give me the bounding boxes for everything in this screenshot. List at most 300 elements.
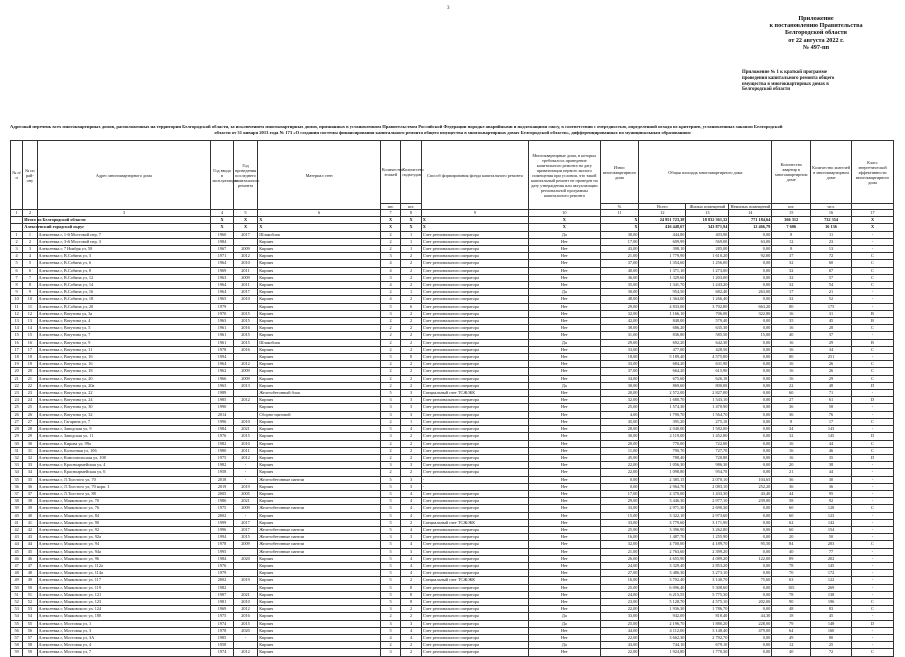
area-nonliving-label: Нежилых помещений	[730, 204, 771, 209]
table-cell: 104,65	[729, 476, 772, 483]
table-row	[11, 498, 894, 505]
table-cell: 59	[23, 649, 37, 656]
table-cell: 3	[380, 404, 400, 411]
table-cell: -	[233, 512, 258, 519]
table-cell: 26	[23, 411, 37, 418]
table-cell: 2	[401, 253, 421, 260]
table-cell: 40	[772, 548, 811, 555]
table-row	[11, 231, 894, 238]
table-cell: 16	[23, 339, 37, 346]
table-cell: 0,00	[729, 454, 772, 461]
table-cell: 63,00	[729, 238, 772, 245]
table-cell: Счет регионального оператора	[421, 505, 528, 512]
table-cell: 2021	[233, 498, 258, 505]
table-cell: 0,00	[729, 382, 772, 389]
table-cell: 3 702,80	[686, 303, 729, 310]
table-row	[11, 476, 894, 483]
table-cell: 27	[772, 397, 811, 404]
table-cell: 0,00	[729, 548, 772, 555]
table-cell: 2 119,00	[639, 433, 686, 440]
table-cell: 25	[23, 404, 37, 411]
table-cell: Алексеевка г, Маяковского ул, 180	[37, 613, 211, 620]
col-residents: Количество жителей в многоквартирном доме	[811, 141, 852, 204]
table-cell: Счет регионального оператора	[421, 253, 528, 260]
table-cell: 7	[380, 210, 400, 217]
table-cell: 21	[772, 469, 811, 476]
table-cell: 0,00	[729, 418, 772, 425]
table-cell: 23	[11, 390, 23, 397]
table-cell: 2011	[233, 447, 258, 454]
table-cell: 12	[772, 238, 811, 245]
col-address: Адрес многоквартирного дома	[37, 141, 211, 210]
table-cell: 34	[23, 469, 37, 476]
table-cell: 17	[851, 210, 893, 217]
table-cell: 2	[380, 238, 400, 245]
table-cell: 11,00	[600, 447, 639, 454]
table-cell: 3 273,10	[686, 570, 729, 577]
table-cell: 20	[11, 368, 23, 375]
table-row	[11, 397, 894, 404]
table-cell: 43,40	[729, 490, 772, 497]
table-cell: 1984	[211, 238, 233, 245]
table-row	[11, 505, 894, 512]
table-cell: 43,00	[600, 642, 639, 649]
appendix-block	[742, 70, 892, 93]
table-cell: 34	[772, 426, 811, 433]
table-row	[11, 526, 894, 533]
table-cell: 9	[421, 210, 528, 217]
table-row	[11, 454, 894, 461]
table-cell	[233, 238, 258, 245]
appendix-line4: Белгородской области	[742, 87, 791, 93]
table-cell: 1 341,70	[639, 282, 686, 289]
table-cell: 0,00	[729, 505, 772, 512]
table-cell: 1965	[211, 296, 233, 303]
table-cell: 4	[211, 210, 233, 217]
table-cell: Алексеевка г, Маяковского ул, 76	[37, 505, 211, 512]
table-cell: 2	[401, 606, 421, 613]
table-cell: 1985	[211, 634, 233, 641]
table-cell: 1967	[211, 246, 233, 253]
table-cell: 3	[380, 606, 400, 613]
table-cell: Нет	[529, 606, 601, 613]
table-cell: 0,00	[729, 390, 772, 397]
table-cell: 36,00	[600, 274, 639, 281]
table-cell: 1 243,20	[686, 282, 729, 289]
table-cell: 10	[23, 296, 37, 303]
approval-title: Приложение	[798, 15, 834, 22]
table-cell: -	[851, 483, 893, 490]
table-cell: 2010	[233, 418, 258, 425]
table-cell: 1 273,00	[686, 267, 729, 274]
table-row	[11, 375, 894, 382]
table-cell: Счет регионального оператора	[421, 591, 528, 598]
table-cell: 2	[380, 368, 400, 375]
table-cell: 48	[811, 382, 852, 389]
table-cell: C	[851, 253, 893, 260]
table-cell: 986,30	[686, 462, 729, 469]
table-cell: 684,20	[639, 361, 686, 368]
table-cell: 1964	[211, 361, 233, 368]
table-cell: 1 582,00	[686, 426, 729, 433]
table-cell: 2	[401, 649, 421, 656]
table-cell: 5	[380, 541, 400, 548]
table-cell: Нет	[529, 253, 601, 260]
table-cell: 0,00	[729, 426, 772, 433]
table-cell: 0,00	[729, 231, 772, 238]
table-cell: 2	[380, 325, 400, 332]
table-cell: 26	[11, 411, 23, 418]
table-cell: 2019	[233, 577, 258, 584]
table-cell: Железобетонные панели	[258, 505, 381, 512]
table-cell: 42	[23, 526, 37, 533]
table-cell: 2 399,20	[686, 548, 729, 555]
table-cell: 50	[811, 534, 852, 541]
table-cell: -	[851, 584, 893, 591]
table-cell: Алексеевка г, Гагарина ул, 7	[37, 418, 211, 425]
table-cell: D	[851, 454, 893, 461]
table-cell: Кирпич	[258, 354, 381, 361]
table-cell: 60	[772, 390, 811, 397]
table-cell: Нет	[529, 296, 601, 303]
table-cell: 0,00	[729, 433, 772, 440]
table-cell: 20,00	[600, 440, 639, 447]
table-cell: 4 700,00	[639, 541, 686, 548]
table-cell: X	[211, 224, 233, 231]
table-cell: 60	[811, 260, 852, 267]
table-cell: Счет регионального оператора	[421, 318, 528, 325]
table-cell: Кирпич	[258, 361, 381, 368]
table-cell: Кирпич	[258, 426, 381, 433]
table-cell: 45,00	[600, 418, 639, 425]
table-cell: 15	[772, 210, 811, 217]
table-cell: Счет регионального оператора	[421, 598, 528, 605]
table-cell: 128	[811, 505, 852, 512]
table-cell: 32	[11, 454, 23, 461]
table-cell: 44	[23, 541, 37, 548]
table-cell: 2015	[233, 620, 258, 627]
table-cell: 2	[401, 267, 421, 274]
table-cell: Счет регионального оператора	[421, 498, 528, 505]
table-cell: 4 575,80	[686, 354, 729, 361]
table-cell: -	[851, 476, 893, 483]
table-cell: 1978	[211, 541, 233, 548]
table-cell: Счет регионального оператора	[421, 634, 528, 641]
table-cell: 54	[23, 613, 37, 620]
table-cell: -	[851, 296, 893, 303]
table-cell: 145	[811, 562, 852, 569]
table-cell: 4	[380, 282, 400, 289]
table-cell: 52	[811, 296, 852, 303]
table-cell: Нет	[529, 433, 601, 440]
table-cell: 52	[11, 598, 23, 605]
table-cell: 5	[380, 390, 400, 397]
table-cell: -	[851, 238, 893, 245]
table-cell: 0,00	[729, 246, 772, 253]
table-cell: 0,00	[729, 354, 772, 361]
table-cell: Кирпич	[258, 519, 381, 526]
table-cell: 664,20	[639, 368, 686, 375]
table-cell: Кирпич	[258, 462, 381, 469]
table-cell: Счет регионального оператора	[421, 339, 528, 346]
table-cell: 57	[811, 274, 852, 281]
table-cell: C	[851, 361, 893, 368]
table-cell: 5	[380, 483, 400, 490]
table-cell: 2009	[233, 541, 258, 548]
table-cell: 90	[772, 598, 811, 605]
table-cell: 4,00	[600, 411, 639, 418]
table-cell: 635,30	[686, 325, 729, 332]
table-cell: 2017	[233, 519, 258, 526]
table-cell: 0,00	[729, 339, 772, 346]
table-cell: 58	[11, 642, 23, 649]
table-row	[11, 267, 894, 274]
table-cell: Алексеевка г, Красноармейская ул, 6	[37, 469, 211, 476]
table-cell: -	[851, 526, 893, 533]
table-cell: 92,00	[729, 253, 772, 260]
table-cell: Алексеевка г, Заводская ул, 11	[37, 433, 211, 440]
table-cell: 0,00	[729, 570, 772, 577]
table-cell: Алексеевка г, Маяковского ул, 94	[37, 541, 211, 548]
table-cell: -	[233, 634, 258, 641]
table-cell: Нет	[529, 598, 601, 605]
table-cell: Счет регионального оператора	[421, 548, 528, 555]
table-cell: 36	[11, 483, 23, 490]
table-cell: Алексеевка г, В.Собина ул, 14	[37, 282, 211, 289]
table-row	[11, 627, 894, 634]
table-cell: C	[851, 260, 893, 267]
table-cell: 2010	[233, 296, 258, 303]
table-cell: 29,00	[600, 303, 639, 310]
table-cell: 5 308,60	[686, 584, 729, 591]
table-cell: -	[851, 390, 893, 397]
table-cell: 1975	[211, 454, 233, 461]
table-cell: 20,00	[600, 390, 639, 397]
table-cell: 4 112,00	[639, 627, 686, 634]
table-row	[11, 246, 894, 253]
table-cell: 682,40	[686, 289, 729, 296]
table-cell: 30,00	[600, 382, 639, 389]
table-cell: Алексеевка г, Ватутина ул, 4	[37, 318, 211, 325]
table-cell: -	[421, 483, 528, 490]
table-cell	[233, 390, 258, 397]
table-cell: 4	[380, 267, 400, 274]
document-title	[10, 124, 895, 135]
table-cell: 154	[811, 526, 852, 533]
table-cell: 10	[529, 210, 601, 217]
table-cell: Специальный счет ТСЖ/ЖК	[421, 390, 528, 397]
table-cell: 13	[686, 210, 729, 217]
table-cell: Кирпич	[258, 238, 381, 245]
table-cell: 16	[11, 339, 23, 346]
table-cell: Алексеевка г, 7 Ноября ул, 58	[37, 246, 211, 253]
table-cell: 1990	[211, 404, 233, 411]
table-cell: 38	[811, 462, 852, 469]
table-cell: 32,00	[600, 541, 639, 548]
table-cell: Счет регионального оператора	[421, 310, 528, 317]
table-cell: -	[233, 469, 258, 476]
table-cell: 43	[11, 534, 23, 541]
table-cell: Алексеевка г, Ватутина ул, 32	[37, 411, 211, 418]
table-cell: Алексеевка г, Ватутина ул, 16	[37, 354, 211, 361]
table-cell: Кирпич	[258, 613, 381, 620]
table-cell: 2 370,00	[639, 490, 686, 497]
table-cell: -	[851, 562, 893, 569]
table-cell: 202,00	[729, 598, 772, 605]
table-cell: 38	[11, 498, 23, 505]
table-row	[11, 562, 894, 569]
table-cell: Железобетонные панели	[258, 541, 381, 548]
table-cell: 0,00	[729, 361, 772, 368]
table-cell: -	[421, 476, 528, 483]
table-cell: 2	[380, 346, 400, 353]
table-cell: 49	[11, 577, 23, 584]
table-cell: 20	[23, 368, 37, 375]
table-cell: 2	[401, 296, 421, 303]
table-cell: 46	[11, 555, 23, 562]
table-cell	[233, 548, 258, 555]
table-cell: 0,00	[729, 375, 772, 382]
table-cell: 16	[811, 210, 852, 217]
table-cell: 1960	[211, 231, 233, 238]
table-cell: 1970	[211, 310, 233, 317]
table-cell: 160	[811, 627, 852, 634]
table-cell: Алексеевка г, Маяковского ул, 123	[37, 598, 211, 605]
table-cell: Нет	[529, 627, 601, 634]
table-cell: Нет	[529, 440, 601, 447]
table-cell: Счет регионального оператора	[421, 418, 528, 425]
table-cell: Железобетонные панели	[258, 526, 381, 533]
table-cell: 48	[23, 570, 37, 577]
table-cell: 2	[401, 368, 421, 375]
table-row	[11, 606, 894, 613]
table-cell: 1996	[211, 418, 233, 425]
table-cell: 54	[811, 282, 852, 289]
table-cell: 4 089,20	[686, 555, 729, 562]
table-cell: Кирпич	[258, 447, 381, 454]
table-cell: 12	[23, 310, 37, 317]
table-cell: -	[851, 498, 893, 505]
table-cell: Железобетонные панели	[258, 476, 381, 483]
table-cell: 44,00	[600, 627, 639, 634]
table-cell: 35,00	[600, 282, 639, 289]
table-cell: -	[851, 411, 893, 418]
table-cell: 13	[811, 246, 852, 253]
table-cell: Кирпич	[258, 483, 381, 490]
table-cell: Нет	[529, 332, 601, 339]
table-cell: Нет	[529, 534, 601, 541]
table-cell: 1 574,30	[639, 404, 686, 411]
table-cell: Алексеевка г, Кирова ул, 99а	[37, 440, 211, 447]
table-cell: Кирпич	[258, 555, 381, 562]
table-cell: Алексеевка г, В.Собина ул, 12	[37, 274, 211, 281]
table-cell: 30,00	[600, 433, 639, 440]
table-cell: 428,50	[686, 346, 729, 353]
table-cell: 0,00	[729, 634, 772, 641]
table-cell: Алексеевка г, Комсомольская ул, 108	[37, 454, 211, 461]
table-row	[11, 519, 894, 526]
table-cell: 0,00	[729, 534, 772, 541]
table-cell: Кирпич	[258, 346, 381, 353]
approval-line1: к постановлению Правительства	[769, 22, 863, 30]
table-cell: 0,00	[729, 606, 772, 613]
table-cell: 0,00	[729, 512, 772, 519]
table-cell: Кирпич	[258, 375, 381, 382]
table-cell: 48	[772, 606, 811, 613]
table-cell: 275,10	[686, 418, 729, 425]
table-row	[11, 591, 894, 598]
title-line2: области от 31 января 2013 года № 173 «О создании системы финансирования капитального ремонта общего имущества в многоквартирных домах Белгородской области», дифференцированных по муниципальным образованиям	[214, 129, 691, 135]
table-cell: 2	[380, 642, 400, 649]
table-row	[11, 318, 894, 325]
table-cell: Да	[529, 382, 601, 389]
table-row	[11, 339, 894, 346]
table-cell: Кирпич	[258, 274, 381, 281]
table-cell: 3	[401, 534, 421, 541]
table-cell: 33,00	[600, 613, 639, 620]
table-cell: 1964	[211, 282, 233, 289]
table-cell: 4	[23, 253, 37, 260]
table-cell: 4	[11, 253, 23, 260]
table-cell: 8	[23, 282, 37, 289]
table-cell: X	[258, 217, 381, 224]
table-cell: 2	[380, 613, 400, 620]
table-cell: 32	[772, 260, 811, 267]
table-cell: -	[851, 627, 893, 634]
table-cell: -	[851, 354, 893, 361]
table-cell: 4	[401, 498, 421, 505]
table-cell: 2	[380, 289, 400, 296]
table-cell: 79	[772, 620, 811, 627]
table-cell: Да	[529, 613, 601, 620]
table-cell: Кирпич	[258, 469, 381, 476]
table-cell: 4	[401, 505, 421, 512]
table-cell: -	[851, 490, 893, 497]
table-cell: 395,20	[639, 418, 686, 425]
table-cell: 1994	[211, 354, 233, 361]
table-cell: 2011	[233, 267, 258, 274]
table-cell: 2	[401, 613, 421, 620]
table-cell: 1 564,70	[686, 411, 729, 418]
table-cell: 4	[401, 426, 421, 433]
table-cell	[11, 224, 23, 231]
table-cell: 0,00	[600, 476, 639, 483]
table-cell: 28,00	[600, 426, 639, 433]
table-cell: 23	[811, 238, 852, 245]
table-cell: Нет	[529, 411, 601, 418]
table-cell: 47	[23, 562, 37, 569]
table-cell: 1999	[211, 519, 233, 526]
table-cell: 38,00	[600, 325, 639, 332]
table-cell: 16	[772, 440, 811, 447]
table-cell	[233, 303, 258, 310]
table-cell: 788,40	[639, 454, 686, 461]
table-cell: 2	[380, 231, 400, 238]
table-cell: Кирпич	[258, 440, 381, 447]
table-cell: 869,60	[639, 382, 686, 389]
table-cell: 4 575,10	[686, 598, 729, 605]
table-cell: 5	[380, 548, 400, 555]
table-cell: 4	[380, 260, 400, 267]
table-cell: Алексеевка г, Ватутина ул, 20а	[37, 382, 211, 389]
table-cell: 0,00	[729, 469, 772, 476]
table-cell: 53	[11, 606, 23, 613]
table-row	[11, 332, 894, 339]
table-cell: Кирпич	[258, 433, 381, 440]
table-cell: -	[851, 577, 893, 584]
table-cell: 263,00	[729, 289, 772, 296]
table-cell: 16	[772, 454, 811, 461]
